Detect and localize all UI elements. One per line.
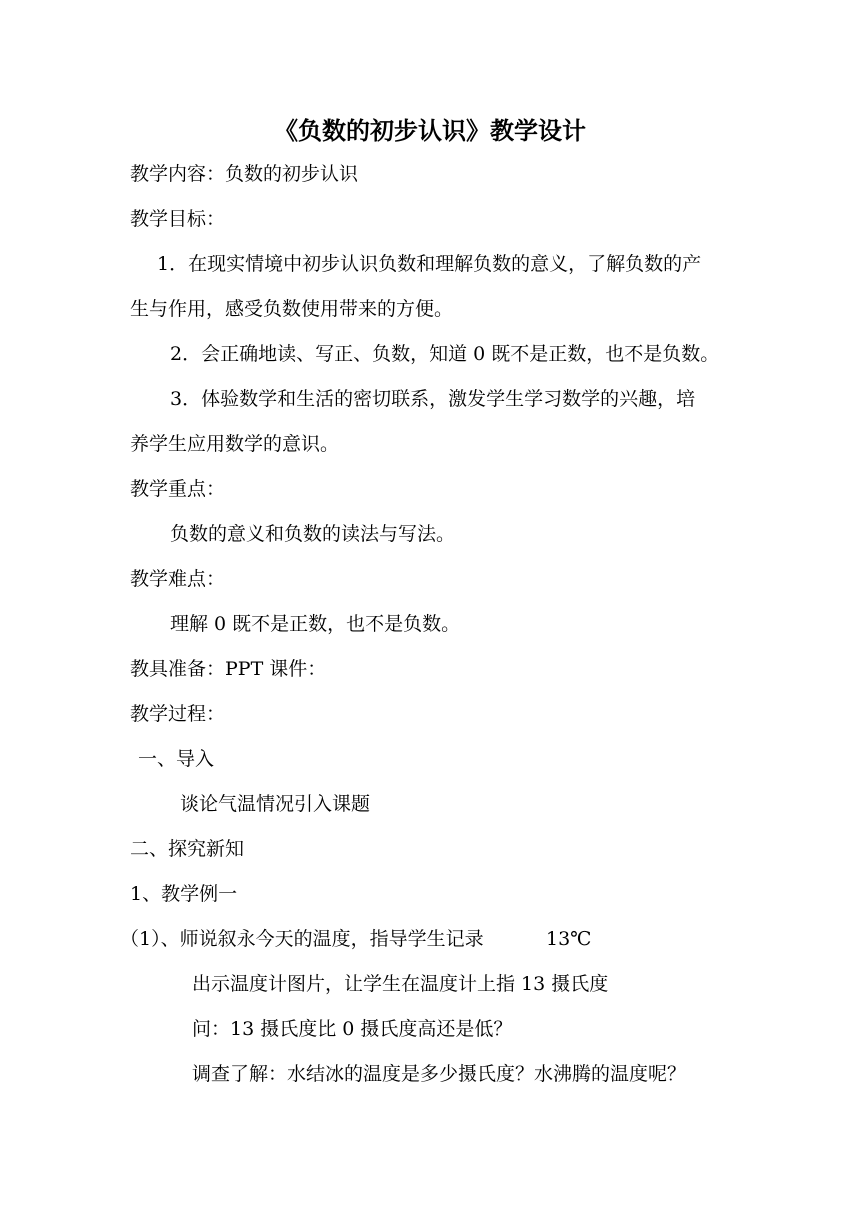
goal-1-line-2: 生与作用，感受负数使用带来的方便。 [130, 298, 454, 320]
step-1-text: （1）、师说叙永今天的温度，指导学生记录 [120, 928, 484, 950]
section-2-heading: 二、探究新知 [130, 838, 245, 860]
difficulty-text: 理解 0 既不是正数，也不是负数。 [170, 613, 461, 635]
goal-2: 2．会正确地读、写正、负数，知道 0 既不是正数，也不是负数。 [170, 343, 720, 365]
example-1-heading: 1、教学例一 [130, 883, 238, 905]
section-1-heading: 一、导入 [138, 748, 215, 770]
step-1-detail-c: 调查了解：水结冰的温度是多少摄氏度？水沸腾的温度呢？ [192, 1063, 687, 1085]
goal-3-line-1: 3．体验数学和生活的密切联系，激发学生学习数学的兴趣，培 [170, 388, 696, 410]
section-1-text: 谈论气温情况引入课题 [180, 793, 371, 815]
step-1-detail-b: 问：13 摄氏度比 0 摄氏度高还是低？ [192, 1018, 513, 1040]
document-title: 《负数的初步认识》教学设计 [274, 116, 586, 145]
teaching-goals-heading: 教学目标： [130, 208, 226, 230]
teaching-tools-line: 教具准备：PPT 课件： [130, 658, 327, 680]
goal-3-line-2: 养学生应用数学的意识。 [130, 433, 340, 455]
key-points-text: 负数的意义和负数的读法与写法。 [170, 523, 456, 545]
goal-1-line-1: 1．在现实情境中初步认识负数和理解负数的意义，了解负数的产 [157, 253, 702, 275]
step-1-detail-a: 出示温度计图片，让学生在温度计上指 13 摄氏度 [192, 973, 609, 995]
teaching-process-heading: 教学过程： [130, 703, 226, 725]
step-1-temperature: 13℃ [546, 928, 592, 950]
teaching-content-line: 教学内容：负数的初步认识 [130, 163, 359, 185]
difficulty-heading: 教学难点： [130, 568, 226, 590]
key-points-heading: 教学重点： [130, 478, 226, 500]
